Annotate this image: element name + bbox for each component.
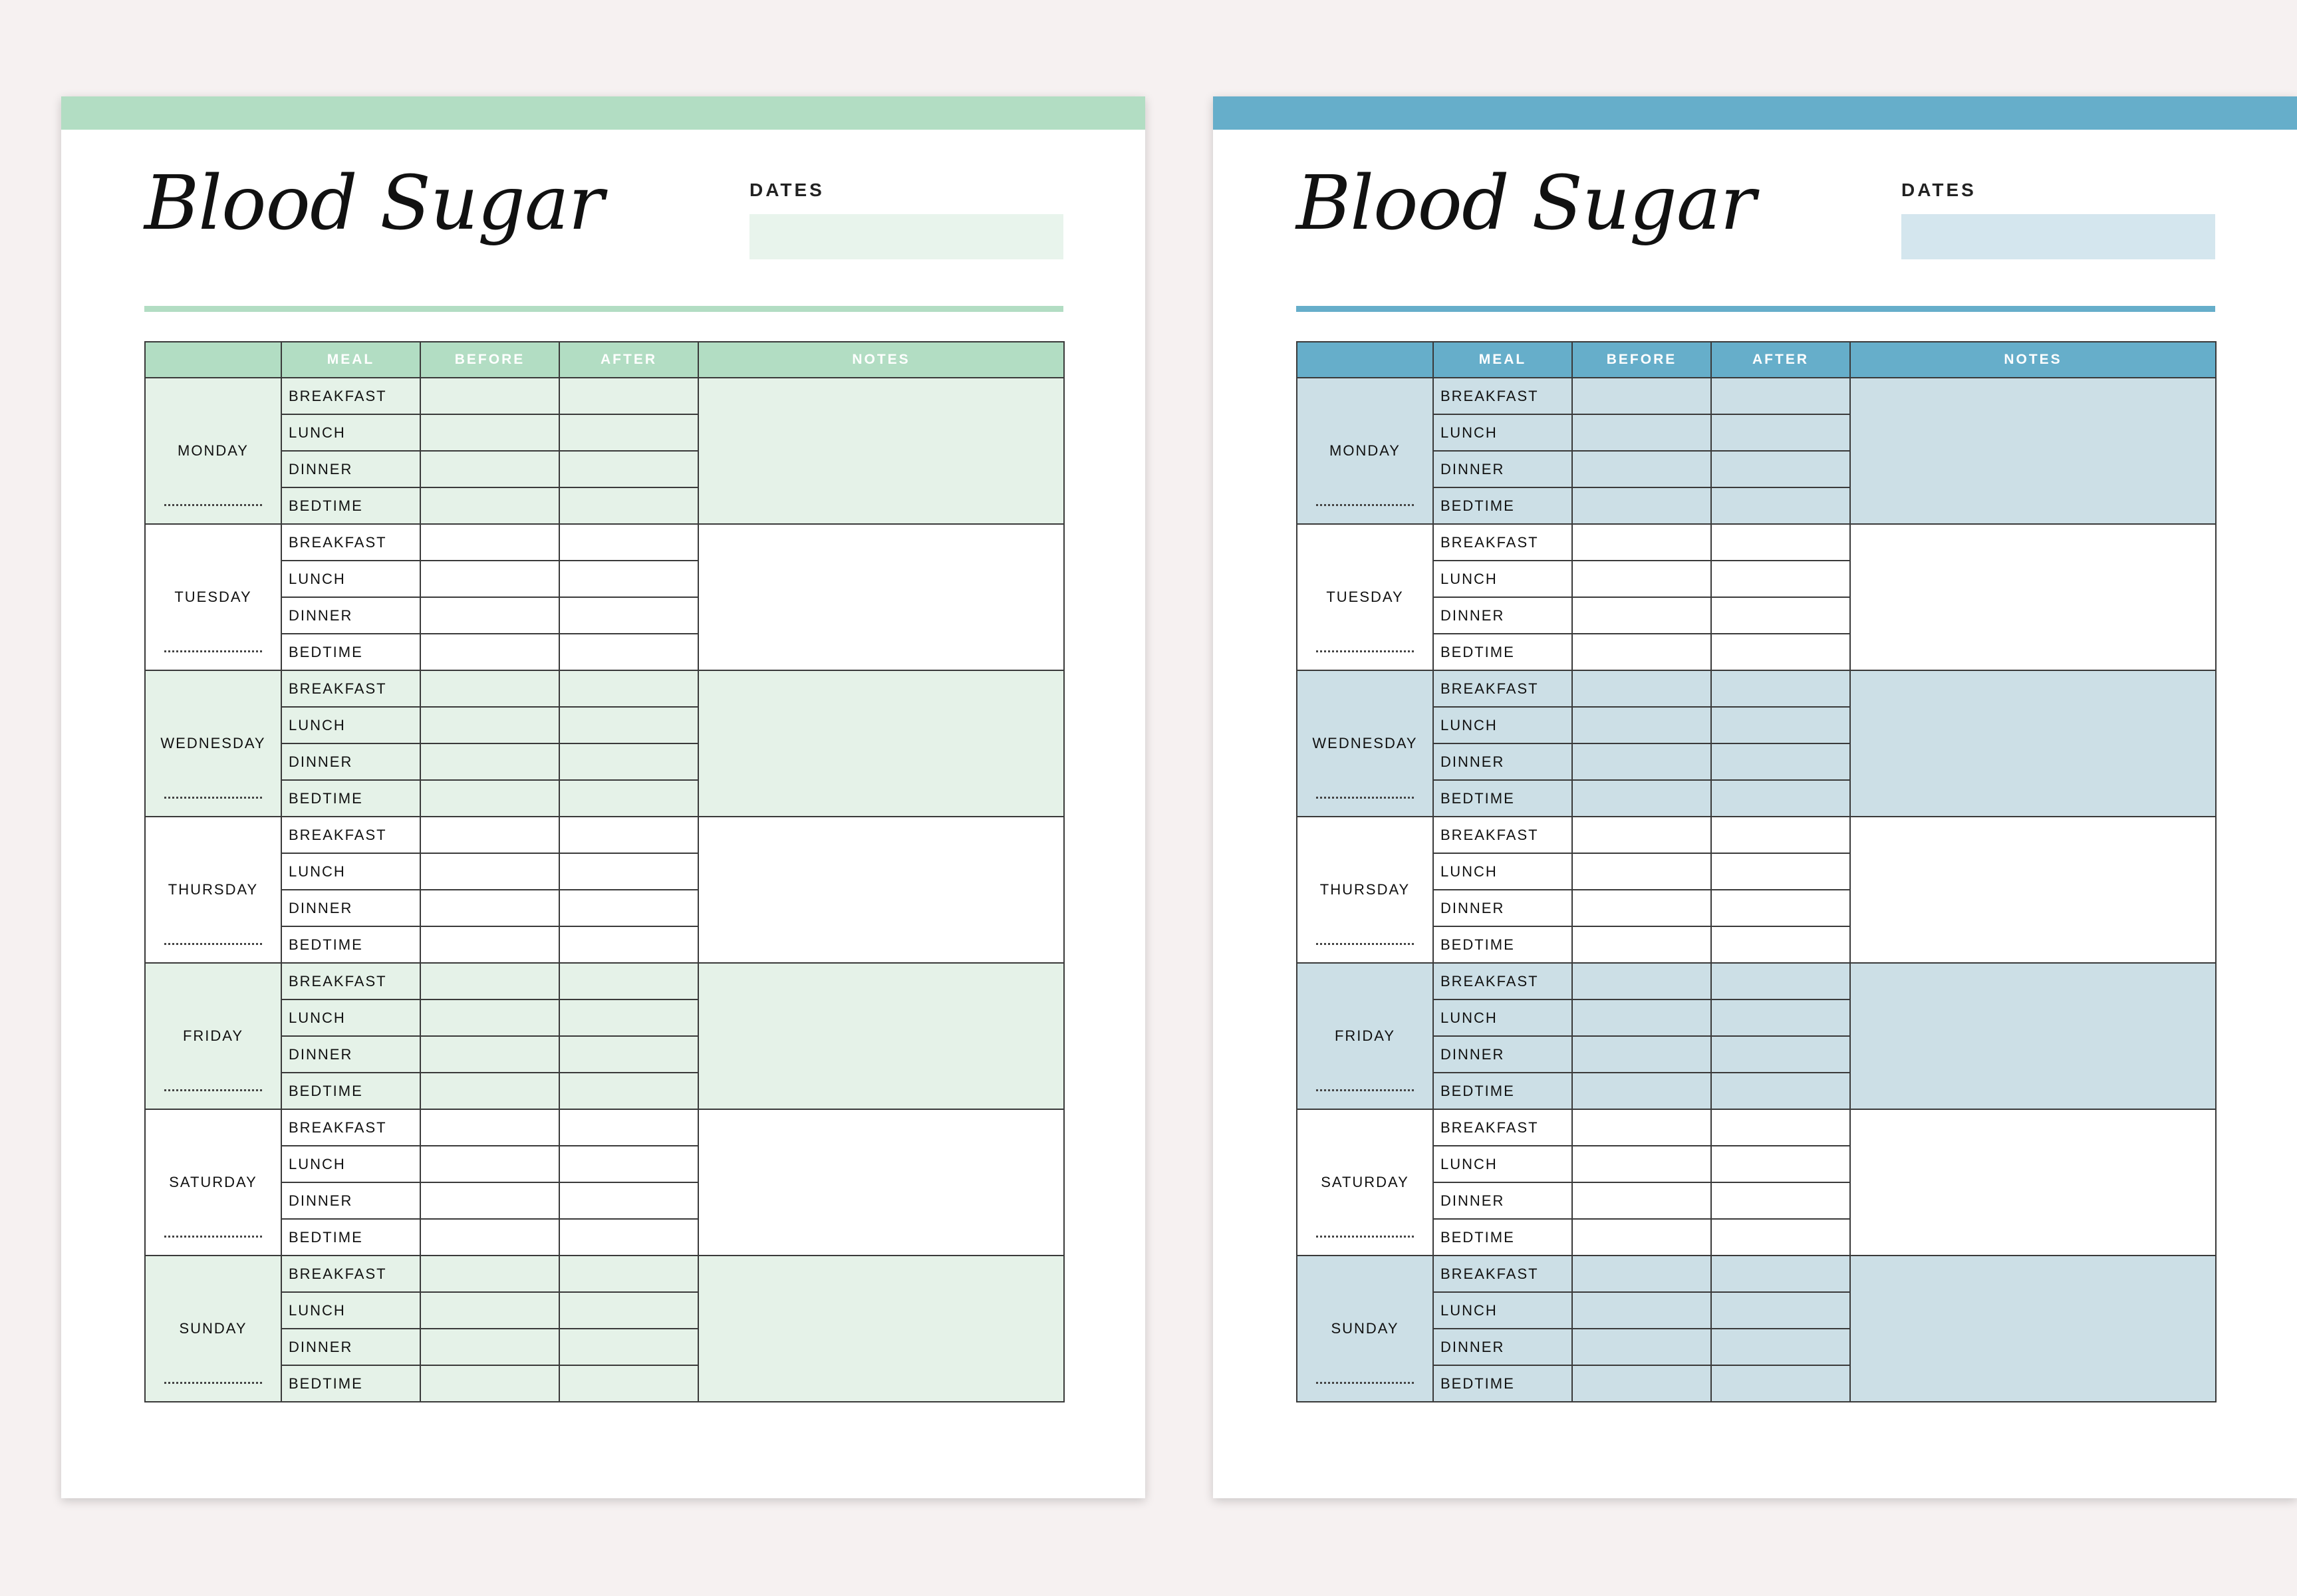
header-notes: NOTES [698,342,1064,378]
notes-cell[interactable] [1850,963,2216,1109]
before-reading-cell[interactable] [420,1182,559,1219]
before-reading-cell[interactable] [420,1329,559,1365]
meal-label: BREAKFAST [281,963,420,999]
after-reading-cell[interactable] [559,561,698,597]
meal-label: BREAKFAST [281,524,420,561]
meal-label: LUNCH [1433,561,1572,597]
after-reading-cell[interactable] [559,743,698,780]
meal-label: BEDTIME [1433,780,1572,817]
notes-cell[interactable] [1850,670,2216,817]
weekly-log-table [1296,341,2217,1402]
table-row [1297,817,2216,853]
after-reading-cell[interactable] [559,378,698,414]
before-reading-cell[interactable] [1572,1365,1711,1402]
after-reading-cell[interactable] [1711,1036,1850,1073]
table-row [145,378,1064,414]
notes-cell[interactable] [1850,524,2216,670]
after-reading-cell[interactable] [1711,1109,1850,1146]
after-reading-cell[interactable] [559,1182,698,1219]
meal-label: LUNCH [1433,414,1572,451]
after-reading-cell[interactable] [1711,1292,1850,1329]
dates-field[interactable] [749,214,1063,259]
after-reading-cell[interactable] [1711,1182,1850,1219]
before-reading-cell[interactable] [1572,634,1711,670]
notes-cell[interactable] [698,1109,1064,1256]
meal-label: BREAKFAST [281,1256,420,1292]
after-reading-cell[interactable] [559,634,698,670]
meal-label: BEDTIME [1433,487,1572,524]
meal-label: BREAKFAST [281,378,420,414]
before-reading-cell[interactable] [420,1256,559,1292]
after-reading-cell[interactable] [559,451,698,487]
day-cell-saturday [145,1109,281,1256]
after-reading-cell[interactable] [1711,963,1850,999]
before-reading-cell[interactable] [420,1146,559,1182]
date-write-line[interactable] [164,1382,262,1384]
after-reading-cell[interactable] [1711,1365,1850,1402]
after-reading-cell[interactable] [1711,817,1850,853]
before-reading-cell[interactable] [420,853,559,890]
header-divider [144,306,1063,312]
before-reading-cell[interactable] [1572,1036,1711,1073]
meal-label: BREAKFAST [1433,670,1572,707]
date-write-line[interactable] [1316,504,1414,506]
day-label: SUNDAY [1331,1320,1399,1337]
notes-cell[interactable] [698,670,1064,817]
after-reading-cell[interactable] [1711,780,1850,817]
after-reading-cell[interactable] [1711,634,1850,670]
before-reading-cell[interactable] [1572,561,1711,597]
date-write-line[interactable] [1316,1382,1414,1384]
before-reading-cell[interactable] [420,634,559,670]
after-reading-cell[interactable] [1711,487,1850,524]
meal-label: BREAKFAST [1433,963,1572,999]
before-reading-cell[interactable] [420,817,559,853]
date-write-line[interactable] [1316,650,1414,652]
meal-label: BREAKFAST [1433,1256,1572,1292]
meal-label: DINNER [281,890,420,926]
notes-cell[interactable] [698,524,1064,670]
meal-label: BREAKFAST [1433,378,1572,414]
meal-label: DINNER [1433,1182,1572,1219]
meal-label: LUNCH [1433,853,1572,890]
day-label: WEDNESDAY [160,735,266,751]
after-reading-cell[interactable] [559,853,698,890]
notes-cell[interactable] [1850,817,2216,963]
notes-cell[interactable] [698,378,1064,524]
after-reading-cell[interactable] [1711,1256,1850,1292]
before-reading-cell[interactable] [420,780,559,817]
meal-label: LUNCH [281,1292,420,1329]
meal-label: BEDTIME [281,780,420,817]
meal-label: BEDTIME [1433,634,1572,670]
table-row [1297,378,2216,414]
meal-label: DINNER [1433,1329,1572,1365]
meal-label: LUNCH [1433,1292,1572,1329]
meal-label: DINNER [281,1182,420,1219]
header-divider [1296,306,2215,312]
meal-label: DINNER [1433,451,1572,487]
meal-label: BREAKFAST [281,670,420,707]
table-row [1297,524,2216,561]
meal-label: BREAKFAST [281,817,420,853]
before-reading-cell[interactable] [1572,963,1711,999]
meal-label: LUNCH [1433,1146,1572,1182]
table-row [145,670,1064,707]
day-cell-tuesday [145,524,281,670]
before-reading-cell[interactable] [1572,524,1711,561]
after-reading-cell[interactable] [559,1219,698,1256]
before-reading-cell[interactable] [1572,1256,1711,1292]
meal-label: BEDTIME [1433,926,1572,963]
date-write-line[interactable] [1316,1089,1414,1091]
before-reading-cell[interactable] [1572,1329,1711,1365]
header-day [1297,342,1433,378]
before-reading-cell[interactable] [1572,451,1711,487]
after-reading-cell[interactable] [559,597,698,634]
date-write-line[interactable] [1316,1236,1414,1238]
notes-cell[interactable] [698,1256,1064,1402]
before-reading-cell[interactable] [1572,853,1711,890]
meal-label: BEDTIME [1433,1073,1572,1109]
meal-label: DINNER [281,597,420,634]
day-cell-wednesday [1297,670,1433,817]
day-cell-sunday [1297,1256,1433,1402]
after-reading-cell[interactable] [559,1292,698,1329]
before-reading-cell[interactable] [1572,1292,1711,1329]
meal-label: DINNER [281,451,420,487]
before-reading-cell[interactable] [1572,487,1711,524]
before-reading-cell[interactable] [1572,1109,1711,1146]
table-row [145,963,1064,999]
after-reading-cell[interactable] [1711,1146,1850,1182]
meal-label: BREAKFAST [1433,524,1572,561]
meal-label: BEDTIME [1433,1219,1572,1256]
day-label: TUESDAY [1326,589,1404,605]
before-reading-cell[interactable] [1572,817,1711,853]
meal-label: LUNCH [281,707,420,743]
before-reading-cell[interactable] [1572,1182,1711,1219]
before-reading-cell[interactable] [420,524,559,561]
header-after: AFTER [559,342,698,378]
meal-label: BEDTIME [281,634,420,670]
after-reading-cell[interactable] [1711,561,1850,597]
date-write-line[interactable] [1316,943,1414,945]
meal-label: LUNCH [281,414,420,451]
after-reading-cell[interactable] [1711,414,1850,451]
after-reading-cell[interactable] [1711,743,1850,780]
meal-label: DINNER [1433,1036,1572,1073]
sheet-title: Blood Sugar [1296,160,1756,247]
day-cell-thursday [145,817,281,963]
day-label: MONDAY [178,442,249,459]
meal-label: LUNCH [281,561,420,597]
date-write-line[interactable] [164,1089,262,1091]
meal-label: BEDTIME [281,1073,420,1109]
before-reading-cell[interactable] [420,999,559,1036]
after-reading-cell[interactable] [559,1036,698,1073]
after-reading-cell[interactable] [559,1329,698,1365]
before-reading-cell[interactable] [1572,1146,1711,1182]
after-reading-cell[interactable] [1711,926,1850,963]
after-reading-cell[interactable] [1711,1329,1850,1365]
meal-label: LUNCH [281,853,420,890]
top-color-bar [61,96,1145,130]
before-reading-cell[interactable] [420,1109,559,1146]
after-reading-cell[interactable] [559,1073,698,1109]
dates-field[interactable] [1901,214,2215,259]
after-reading-cell[interactable] [559,1256,698,1292]
before-reading-cell[interactable] [420,890,559,926]
after-reading-cell[interactable] [559,524,698,561]
meal-label: DINNER [1433,597,1572,634]
meal-label: BEDTIME [1433,1365,1572,1402]
table-row [1297,963,2216,999]
after-reading-cell[interactable] [559,926,698,963]
date-write-line[interactable] [164,650,262,652]
meal-label: DINNER [1433,743,1572,780]
before-reading-cell[interactable] [420,378,559,414]
header-before: BEFORE [1572,342,1711,378]
day-cell-friday [1297,963,1433,1109]
after-reading-cell[interactable] [559,999,698,1036]
table-row [1297,1109,2216,1146]
dates-label: DATES [749,180,825,200]
before-reading-cell[interactable] [420,1036,559,1073]
before-reading-cell[interactable] [1572,707,1711,743]
day-cell-friday [145,963,281,1109]
after-reading-cell[interactable] [559,1109,698,1146]
table-row [145,1256,1064,1292]
day-label: SUNDAY [179,1320,247,1337]
meal-label: BEDTIME [281,1365,420,1402]
table-row [145,1109,1064,1146]
day-cell-thursday [1297,817,1433,963]
day-cell-sunday [145,1256,281,1402]
before-reading-cell[interactable] [1572,1219,1711,1256]
day-label: THURSDAY [1319,881,1411,898]
before-reading-cell[interactable] [420,670,559,707]
after-reading-cell[interactable] [1711,670,1850,707]
date-write-line[interactable] [164,1236,262,1238]
after-reading-cell[interactable] [559,780,698,817]
notes-cell[interactable] [698,963,1064,1109]
notes-cell[interactable] [698,817,1064,963]
meal-label: BEDTIME [281,926,420,963]
before-reading-cell[interactable] [420,963,559,999]
before-reading-cell[interactable] [420,1073,559,1109]
header-day [145,342,281,378]
before-reading-cell[interactable] [420,743,559,780]
after-reading-cell[interactable] [1711,378,1850,414]
meal-label: LUNCH [281,1146,420,1182]
before-reading-cell[interactable] [420,707,559,743]
day-cell-wednesday [145,670,281,817]
date-write-line[interactable] [164,797,262,799]
day-label: WEDNESDAY [1312,735,1418,751]
after-reading-cell[interactable] [559,1365,698,1402]
table-row [145,817,1064,853]
weekly-log-table [144,341,1065,1402]
after-reading-cell[interactable] [559,963,698,999]
table-row [1297,1256,2216,1292]
after-reading-cell[interactable] [1711,707,1850,743]
before-reading-cell[interactable] [1572,743,1711,780]
day-cell-saturday [1297,1109,1433,1256]
before-reading-cell[interactable] [420,1219,559,1256]
after-reading-cell[interactable] [1711,1073,1850,1109]
meal-label: LUNCH [1433,707,1572,743]
day-label: SATURDAY [1321,1174,1409,1190]
day-label: FRIDAY [1334,1027,1396,1044]
after-reading-cell[interactable] [559,707,698,743]
before-reading-cell[interactable] [1572,890,1711,926]
date-write-line[interactable] [164,943,262,945]
notes-cell[interactable] [1850,1256,2216,1402]
before-reading-cell[interactable] [420,597,559,634]
header-before: BEFORE [420,342,559,378]
before-reading-cell[interactable] [1572,1073,1711,1109]
day-label: SATURDAY [169,1174,257,1190]
header-after: AFTER [1711,342,1850,378]
after-reading-cell[interactable] [559,670,698,707]
after-reading-cell[interactable] [1711,597,1850,634]
before-reading-cell[interactable] [420,451,559,487]
day-label: TUESDAY [174,589,252,605]
after-reading-cell[interactable] [1711,999,1850,1036]
notes-cell[interactable] [1850,1109,2216,1256]
day-cell-monday [145,378,281,524]
before-reading-cell[interactable] [1572,414,1711,451]
before-reading-cell[interactable] [1572,597,1711,634]
date-write-line[interactable] [164,504,262,506]
before-reading-cell[interactable] [1572,780,1711,817]
meal-label: LUNCH [1433,999,1572,1036]
log-sheet-green [61,96,1145,1498]
after-reading-cell[interactable] [559,1146,698,1182]
after-reading-cell[interactable] [1711,524,1850,561]
date-write-line[interactable] [1316,797,1414,799]
meal-label: BREAKFAST [1433,817,1572,853]
after-reading-cell[interactable] [559,817,698,853]
notes-cell[interactable] [1850,378,2216,524]
meal-label: DINNER [1433,890,1572,926]
before-reading-cell[interactable] [420,1292,559,1329]
before-reading-cell[interactable] [1572,926,1711,963]
day-cell-tuesday [1297,524,1433,670]
after-reading-cell[interactable] [559,414,698,451]
meal-label: DINNER [281,1329,420,1365]
meal-label: BEDTIME [281,1219,420,1256]
table-row [145,524,1064,561]
after-reading-cell[interactable] [559,890,698,926]
before-reading-cell[interactable] [420,1365,559,1402]
meal-label: DINNER [281,1036,420,1073]
day-cell-monday [1297,378,1433,524]
before-reading-cell[interactable] [1572,378,1711,414]
day-label: MONDAY [1329,442,1401,459]
before-reading-cell[interactable] [420,561,559,597]
meal-label: BREAKFAST [1433,1109,1572,1146]
day-label: THURSDAY [168,881,259,898]
after-reading-cell[interactable] [1711,451,1850,487]
meal-label: BREAKFAST [281,1109,420,1146]
header-meal: MEAL [281,342,420,378]
before-reading-cell[interactable] [420,926,559,963]
header-notes: NOTES [1850,342,2216,378]
table-row [1297,670,2216,707]
before-reading-cell[interactable] [1572,670,1711,707]
after-reading-cell[interactable] [1711,1219,1850,1256]
meal-label: DINNER [281,743,420,780]
before-reading-cell[interactable] [420,487,559,524]
before-reading-cell[interactable] [420,414,559,451]
after-reading-cell[interactable] [1711,853,1850,890]
dates-label: DATES [1901,180,1976,200]
log-sheet-blue [1213,96,2297,1498]
top-color-bar [1213,96,2297,130]
before-reading-cell[interactable] [1572,999,1711,1036]
meal-label: BEDTIME [281,487,420,524]
after-reading-cell[interactable] [559,487,698,524]
header-meal: MEAL [1433,342,1572,378]
sheet-title: Blood Sugar [144,160,604,247]
day-label: FRIDAY [182,1027,244,1044]
after-reading-cell[interactable] [1711,890,1850,926]
meal-label: LUNCH [281,999,420,1036]
